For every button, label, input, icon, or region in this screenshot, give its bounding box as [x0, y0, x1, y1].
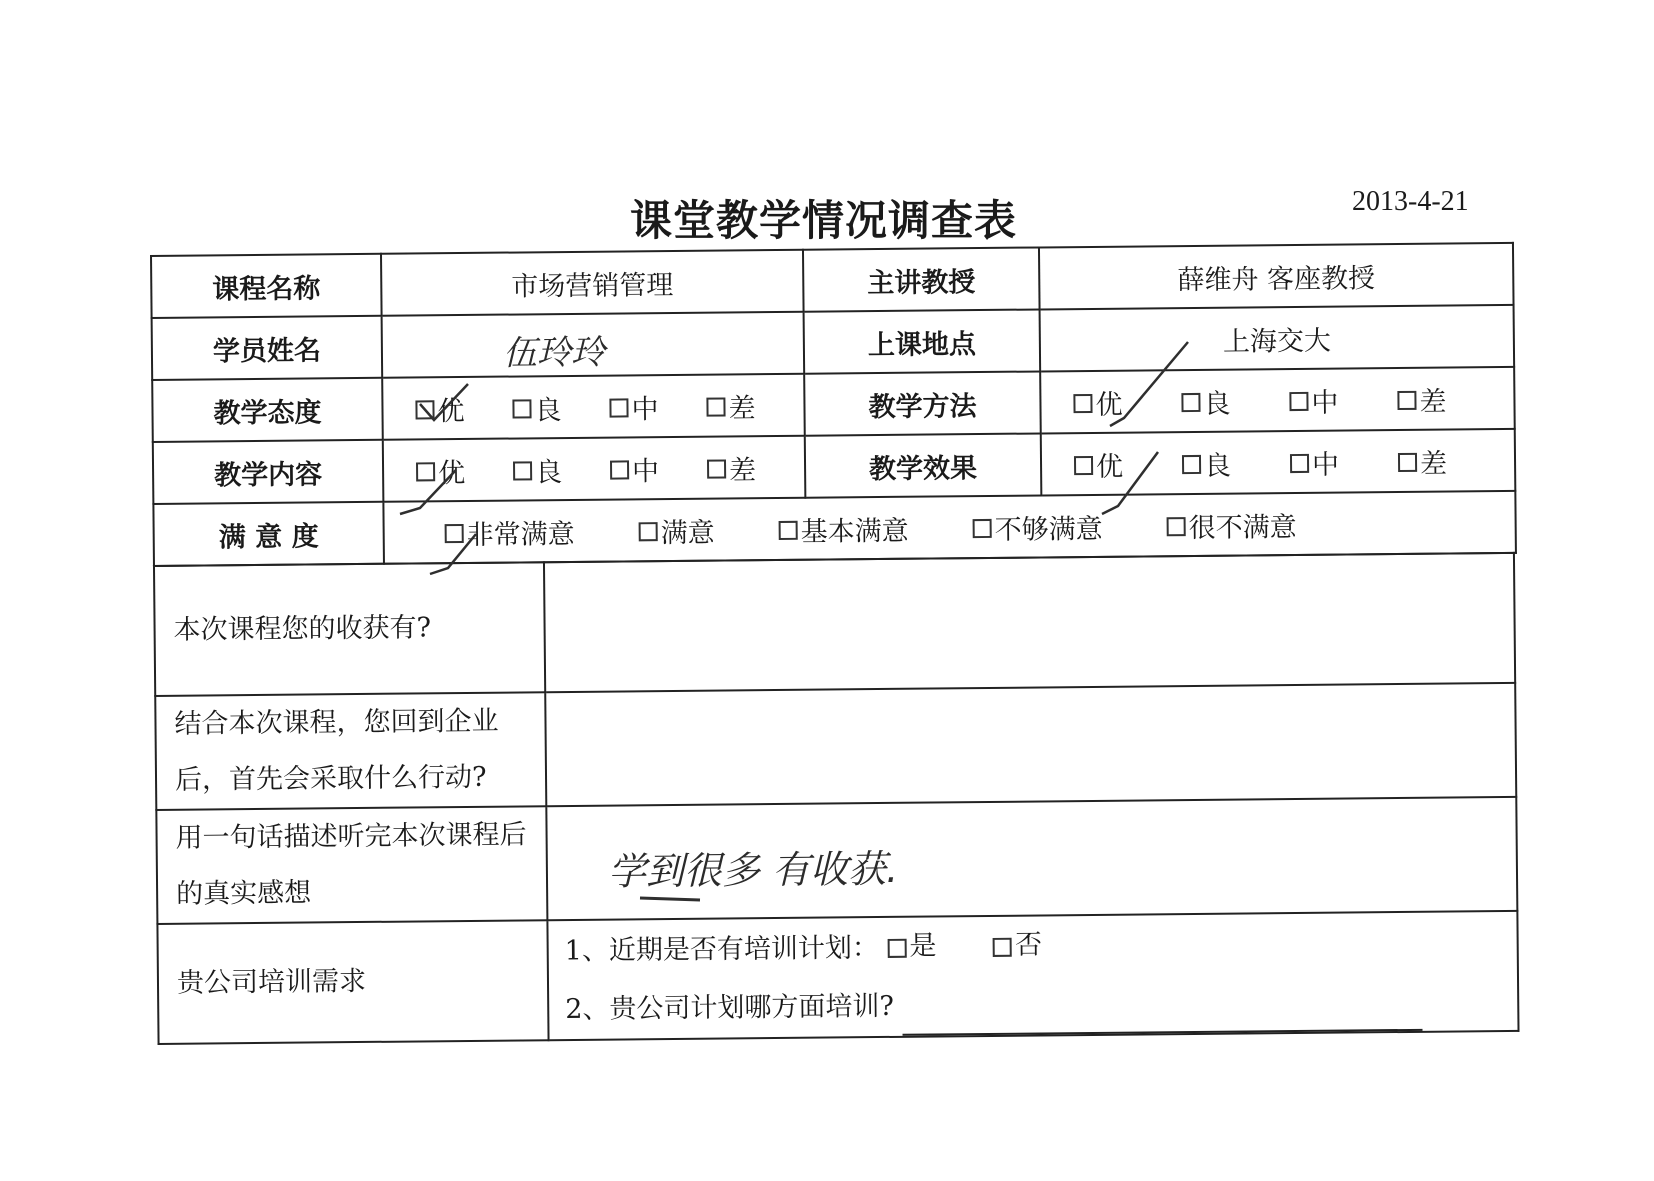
- checkbox[interactable]: [416, 462, 435, 481]
- satisfaction-option-not-satisfied[interactable]: 不够满意: [972, 506, 1102, 546]
- attitude-option-excellent[interactable]: 优: [415, 388, 512, 428]
- method-option-good[interactable]: 良: [1181, 381, 1289, 421]
- checkbox[interactable]: [1398, 452, 1417, 471]
- checkbox[interactable]: [1289, 391, 1308, 410]
- content-option-poor[interactable]: 差: [707, 447, 804, 487]
- row-feeling: [156, 797, 1517, 924]
- gain-answer-field[interactable]: [544, 553, 1515, 692]
- effect-option-good[interactable]: 良: [1182, 443, 1290, 483]
- effect-label: 教学效果: [805, 433, 1042, 497]
- checkbox[interactable]: [707, 459, 726, 478]
- training-q2: 2、贵公司计划哪方面培训?: [565, 971, 1518, 1038]
- checkbox[interactable]: [1397, 390, 1416, 409]
- effect-option-poor[interactable]: 差: [1398, 440, 1506, 480]
- lecturer-label: 主讲教授: [803, 247, 1040, 311]
- attitude-option-good[interactable]: 良: [512, 387, 609, 427]
- checkbox[interactable]: [1290, 453, 1309, 472]
- training-label: 贵公司培训需求: [157, 920, 548, 1043]
- checkbox[interactable]: [973, 518, 992, 537]
- student-name-field[interactable]: [382, 312, 805, 378]
- action-question: 结合本次课程，您回到企业后，首先会采取什么行动?: [155, 692, 546, 810]
- checkbox[interactable]: [706, 397, 725, 416]
- checkbox[interactable]: [610, 460, 629, 479]
- effect-options: [1041, 429, 1516, 496]
- satisfaction-option-basically-satisfied[interactable]: 基本满意: [778, 508, 908, 548]
- attitude-label: 教学态度: [152, 378, 383, 442]
- satisfaction-options: [383, 491, 1516, 564]
- checkbox[interactable]: [779, 520, 798, 539]
- course-value: 市场营销管理: [381, 250, 804, 316]
- student-label: 学员姓名: [152, 316, 383, 380]
- checkbox[interactable]: [512, 399, 531, 418]
- training-answer-line[interactable]: [902, 1008, 1422, 1035]
- content-option-excellent[interactable]: 优: [416, 450, 513, 490]
- training-needs: [547, 911, 1518, 1040]
- survey-form: [150, 242, 1520, 1075]
- row-gain: [154, 553, 1515, 696]
- checkbox[interactable]: [1181, 392, 1200, 411]
- attitude-option-poor[interactable]: 差: [706, 385, 803, 425]
- checkbox[interactable]: [1073, 393, 1092, 412]
- checkbox[interactable]: [1167, 517, 1186, 536]
- course-label: 课程名称: [151, 254, 382, 318]
- gain-question: 本次课程您的收获有?: [154, 562, 545, 696]
- effect-option-fair[interactable]: 中: [1290, 442, 1398, 482]
- feeling-question: 用一句话描述听完本次课程后的真实感想: [156, 806, 547, 924]
- survey-table: [150, 242, 1517, 567]
- content-options: [383, 436, 806, 502]
- checkbox[interactable]: [639, 522, 658, 541]
- feeling-answer-field[interactable]: [546, 797, 1517, 920]
- satisfaction-label: 满 意 度: [153, 502, 384, 566]
- training-q1: 1、近期是否有培训计划： 是 否: [564, 912, 1517, 981]
- row-training: [157, 911, 1518, 1044]
- lecturer-value: 薛维舟 客座教授: [1039, 243, 1514, 310]
- method-option-excellent[interactable]: 优: [1073, 382, 1181, 422]
- method-options: [1040, 367, 1515, 434]
- content-label: 教学内容: [153, 440, 384, 504]
- attitude-option-fair[interactable]: 中: [609, 386, 706, 426]
- satisfaction-option-very-satisfied[interactable]: 非常满意: [444, 511, 574, 551]
- content-option-fair[interactable]: 中: [610, 448, 707, 488]
- training-no-option[interactable]: 否: [993, 916, 1043, 974]
- questions-table: [153, 552, 1520, 1045]
- checkbox[interactable]: [993, 937, 1012, 956]
- attitude-options: [382, 374, 805, 440]
- method-label: 教学方法: [804, 371, 1041, 435]
- checkbox[interactable]: [513, 461, 532, 480]
- row-action: [155, 683, 1516, 810]
- satisfaction-option-very-unsatisfied[interactable]: 很不满意: [1166, 505, 1296, 545]
- checkbox[interactable]: [445, 524, 464, 543]
- action-answer-field[interactable]: [545, 683, 1516, 806]
- content-option-good[interactable]: 良: [513, 449, 610, 489]
- checkbox[interactable]: [415, 400, 434, 419]
- method-option-fair[interactable]: 中: [1289, 380, 1397, 420]
- method-option-poor[interactable]: 差: [1397, 378, 1505, 418]
- feeling-answer-handwriting: 学到很多 有收获.: [607, 846, 899, 894]
- checkbox[interactable]: [887, 938, 906, 957]
- location-label: 上课地点: [804, 309, 1041, 373]
- form-title: 课堂教学情况调查表: [630, 196, 1018, 245]
- training-yes-option[interactable]: 是: [887, 917, 937, 975]
- effect-option-excellent[interactable]: 优: [1074, 444, 1182, 484]
- checkbox[interactable]: [1182, 454, 1201, 473]
- checkbox[interactable]: [1074, 455, 1093, 474]
- form-date: 2013-4-21: [1352, 186, 1469, 217]
- student-name-handwriting: 伍玲玲: [502, 332, 606, 374]
- location-value: 上海交大: [1040, 305, 1515, 372]
- checkbox[interactable]: [609, 398, 628, 417]
- satisfaction-option-satisfied[interactable]: 满意: [638, 510, 714, 550]
